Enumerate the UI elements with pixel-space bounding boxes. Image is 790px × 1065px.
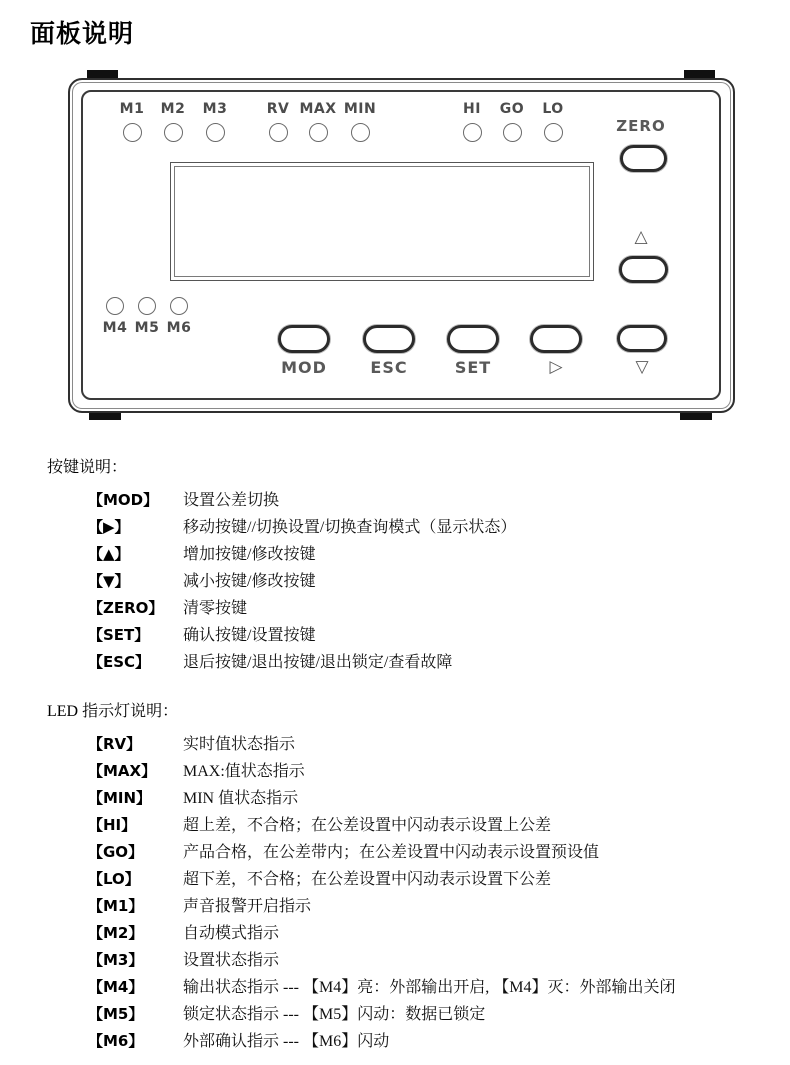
led-term: 【M5】 — [88, 1005, 144, 1023]
led-item — [47, 1028, 675, 1055]
mod-button — [278, 325, 330, 353]
key-term: 【MOD】 — [88, 491, 159, 509]
led-term: 【M3】 — [88, 951, 144, 969]
lcd-display-inner — [174, 166, 590, 277]
up-button — [619, 256, 668, 283]
set-button — [447, 325, 499, 353]
led-m2-circle — [164, 123, 183, 142]
led-m6-label: M6 — [166, 320, 192, 336]
led-desc: MIN 值状态指示 — [183, 790, 299, 807]
key-term: 【▶】 — [88, 518, 130, 536]
led-max-circle — [309, 123, 328, 142]
key-item — [47, 514, 516, 541]
led-item — [47, 866, 675, 893]
key-term: 【SET】 — [88, 626, 150, 644]
led-item — [47, 947, 675, 974]
led-m6 — [157, 297, 201, 337]
led-min-label: MIN — [343, 101, 377, 117]
led-m5-label: M5 — [134, 320, 160, 336]
led-term: 【MAX】 — [88, 762, 157, 780]
led-desc: MAX:值状态指示 — [183, 763, 305, 780]
led-item — [47, 920, 675, 947]
lcd-display — [170, 162, 594, 281]
zero-button — [620, 145, 667, 172]
led-hi — [450, 100, 494, 142]
led-item — [47, 785, 675, 812]
key-section-heading: 按键说明： — [47, 459, 128, 476]
zero-button-label: ZERO — [616, 117, 666, 135]
led-term: 【M4】 — [88, 978, 144, 996]
led-item — [47, 758, 675, 785]
led-m1 — [110, 100, 154, 142]
key-item — [47, 541, 516, 568]
key-desc: 设置公差切换 — [183, 492, 280, 509]
led-desc: 声音报警开启指示 — [183, 898, 312, 915]
panel-diagram — [68, 70, 735, 422]
key-item — [47, 622, 516, 649]
key-description-section — [47, 457, 516, 676]
led-min-circle — [351, 123, 370, 142]
led-max — [296, 100, 340, 142]
led-min — [338, 100, 382, 142]
led-term: 【LO】 — [88, 870, 140, 888]
led-term: 【M2】 — [88, 924, 144, 942]
led-m4-circle — [106, 297, 124, 315]
key-term: 【ZERO】 — [88, 599, 164, 617]
led-desc: 超上差，不合格；在公差设置中闪动表示设置上公差 — [183, 817, 552, 834]
led-lo-label: LO — [542, 101, 564, 117]
down-button — [617, 325, 667, 352]
up-triangle-icon: △ — [634, 227, 648, 247]
key-desc: 退后按键/退出按键/退出锁定/查看故障 — [183, 654, 453, 671]
down-triangle-icon: ▽ — [635, 357, 649, 377]
led-desc: 自动模式指示 — [183, 925, 280, 942]
led-go-circle — [503, 123, 522, 142]
led-rv — [256, 100, 300, 142]
led-desc: 设置状态指示 — [183, 952, 280, 969]
led-go-label: GO — [499, 101, 525, 117]
led-item — [47, 974, 675, 1001]
key-item — [47, 568, 516, 595]
led-desc: 产品合格，在公差带内；在公差设置中闪动表示设置预设值 — [183, 844, 600, 861]
led-m2 — [151, 100, 195, 142]
led-term: 【M1】 — [88, 897, 144, 915]
led-desc: 锁定状态指示 --- 【M5】闪动：数据已锁定 — [183, 1006, 486, 1023]
led-desc: 外部确认指示 --- 【M6】闪动 — [183, 1033, 390, 1050]
key-desc: 清零按键 — [183, 600, 248, 617]
key-item — [47, 595, 516, 622]
right-triangle-icon: ▷ — [549, 357, 563, 377]
led-hi-label: HI — [463, 101, 481, 117]
led-term: 【RV】 — [88, 735, 142, 753]
led-lo — [531, 100, 575, 142]
led-term: 【HI】 — [88, 816, 137, 834]
led-item — [47, 839, 675, 866]
led-item — [47, 1001, 675, 1028]
led-m2-label: M2 — [160, 101, 186, 117]
mount-tab-bottom-left — [89, 413, 121, 420]
led-m5-circle — [138, 297, 156, 315]
esc-button-label: ESC — [370, 358, 408, 377]
key-term: 【ESC】 — [88, 653, 151, 671]
key-term: 【▲】 — [88, 545, 130, 563]
led-desc: 输出状态指示 --- 【M4】亮：外部输出开启, 【M4】灭：外部输出关闭 — [183, 979, 676, 996]
led-hi-circle — [463, 123, 482, 142]
led-section-heading: LED 指示灯说明： — [47, 703, 179, 720]
mod-button-label: MOD — [281, 358, 327, 377]
key-desc: 减小按键/修改按键 — [183, 573, 316, 590]
led-m3-label: M3 — [202, 101, 228, 117]
led-go — [490, 100, 534, 142]
key-term: 【▼】 — [88, 572, 130, 590]
led-desc: 实时值状态指示 — [183, 736, 296, 753]
led-desc: 超下差，不合格；在公差设置中闪动表示设置下公差 — [183, 871, 552, 888]
key-desc: 移动按键//切换设置/切换查询模式（显示状态） — [183, 519, 517, 536]
right-button — [530, 325, 582, 353]
led-m3-circle — [206, 123, 225, 142]
esc-button — [363, 325, 415, 353]
led-max-label: MAX — [299, 101, 337, 117]
led-m1-circle — [123, 123, 142, 142]
key-desc: 增加按键/修改按键 — [183, 546, 316, 563]
key-desc: 确认按键/设置按键 — [183, 627, 316, 644]
mount-tab-bottom-right — [680, 413, 712, 420]
key-item — [47, 487, 516, 514]
led-m4-label: M4 — [102, 320, 128, 336]
led-m3 — [193, 100, 237, 142]
led-term: 【GO】 — [88, 843, 144, 861]
key-item — [47, 649, 516, 676]
page-title: 面板说明 — [30, 19, 135, 48]
led-term: 【M6】 — [88, 1032, 144, 1050]
led-m1-label: M1 — [119, 101, 145, 117]
led-m6-circle — [170, 297, 188, 315]
led-rv-label: RV — [266, 101, 290, 117]
led-lo-circle — [544, 123, 563, 142]
led-term: 【MIN】 — [88, 789, 152, 807]
led-item — [47, 893, 675, 920]
led-rv-circle — [269, 123, 288, 142]
led-item — [47, 731, 675, 758]
set-button-label: SET — [454, 358, 492, 377]
led-description-section — [47, 701, 675, 1055]
led-item — [47, 812, 675, 839]
